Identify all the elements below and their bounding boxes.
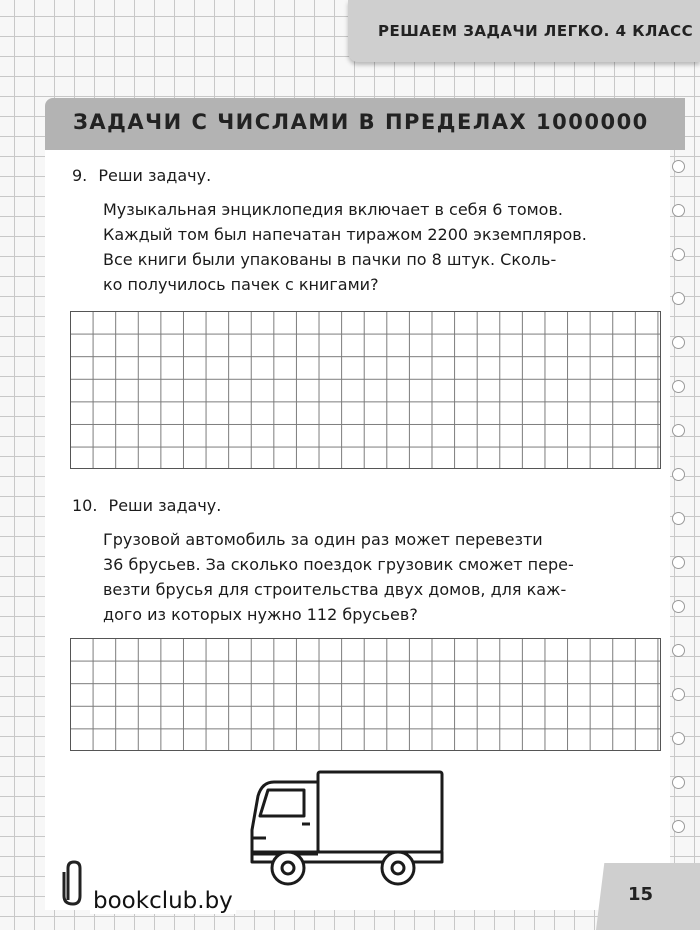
binder-hole — [672, 644, 685, 657]
book-title-tab — [348, 0, 700, 62]
binder-hole — [672, 336, 685, 349]
task-10-line: Грузовой автомобиль за один раз может перевезти — [103, 530, 543, 549]
task-9-line: Каждый том был напечатан тиражом 2200 экземпляров. — [103, 225, 587, 244]
binder-hole — [672, 468, 685, 481]
task-10-number: 10. — [72, 496, 98, 515]
task-10-line: дого из которых нужно 112 брусьев? — [103, 605, 418, 624]
task-9-line: Музыкальная энциклопедия включает в себя 6 томов. — [103, 200, 563, 219]
task-9-answer-grid[interactable] — [70, 311, 661, 469]
binder-hole — [672, 424, 685, 437]
binder-hole — [672, 160, 685, 173]
book-title: РЕШАЕМ ЗАДАЧИ ЛЕГКО. 4 КЛАСС — [378, 22, 694, 40]
task-10-answer-grid[interactable] — [70, 638, 661, 751]
binder-hole — [672, 292, 685, 305]
task-9-instruction: Реши задачу. — [98, 166, 212, 185]
task-10-header — [72, 496, 221, 515]
section-title: ЗАДАЧИ С ЧИСЛАМИ В ПРЕДЕЛАХ 1000000 — [73, 110, 649, 134]
watermark: bookclub.by — [90, 888, 236, 914]
binder-hole — [672, 556, 685, 569]
binder-hole — [672, 688, 685, 701]
section-banner — [45, 98, 685, 150]
task-9-number: 9. — [72, 166, 88, 185]
task-10-instruction: Реши задачу. — [108, 496, 222, 515]
binder-hole — [672, 380, 685, 393]
task-10-line: 36 брусьев. За сколько поездок грузовик сможет пере- — [103, 555, 574, 574]
binder-hole — [672, 732, 685, 745]
paperclip-icon — [60, 858, 88, 908]
binder-hole — [672, 600, 685, 613]
binder-hole — [672, 512, 685, 525]
task-10-text — [103, 527, 574, 627]
page-number: 15 — [628, 884, 654, 905]
binder-hole — [672, 204, 685, 217]
task-9-header — [72, 166, 211, 185]
task-9-text — [103, 197, 587, 297]
binder-holes — [670, 160, 690, 880]
task-9-line: Все книги были упакованы в пачки по 8 штук. Сколь- — [103, 250, 557, 269]
truck-icon — [248, 768, 448, 886]
task-9-line: ко получилось пачек с книгами? — [103, 275, 379, 294]
binder-hole — [672, 248, 685, 261]
task-10-line: везти брусья для строительства двух домов, для каж- — [103, 580, 567, 599]
binder-hole — [672, 820, 685, 833]
binder-hole — [672, 776, 685, 789]
